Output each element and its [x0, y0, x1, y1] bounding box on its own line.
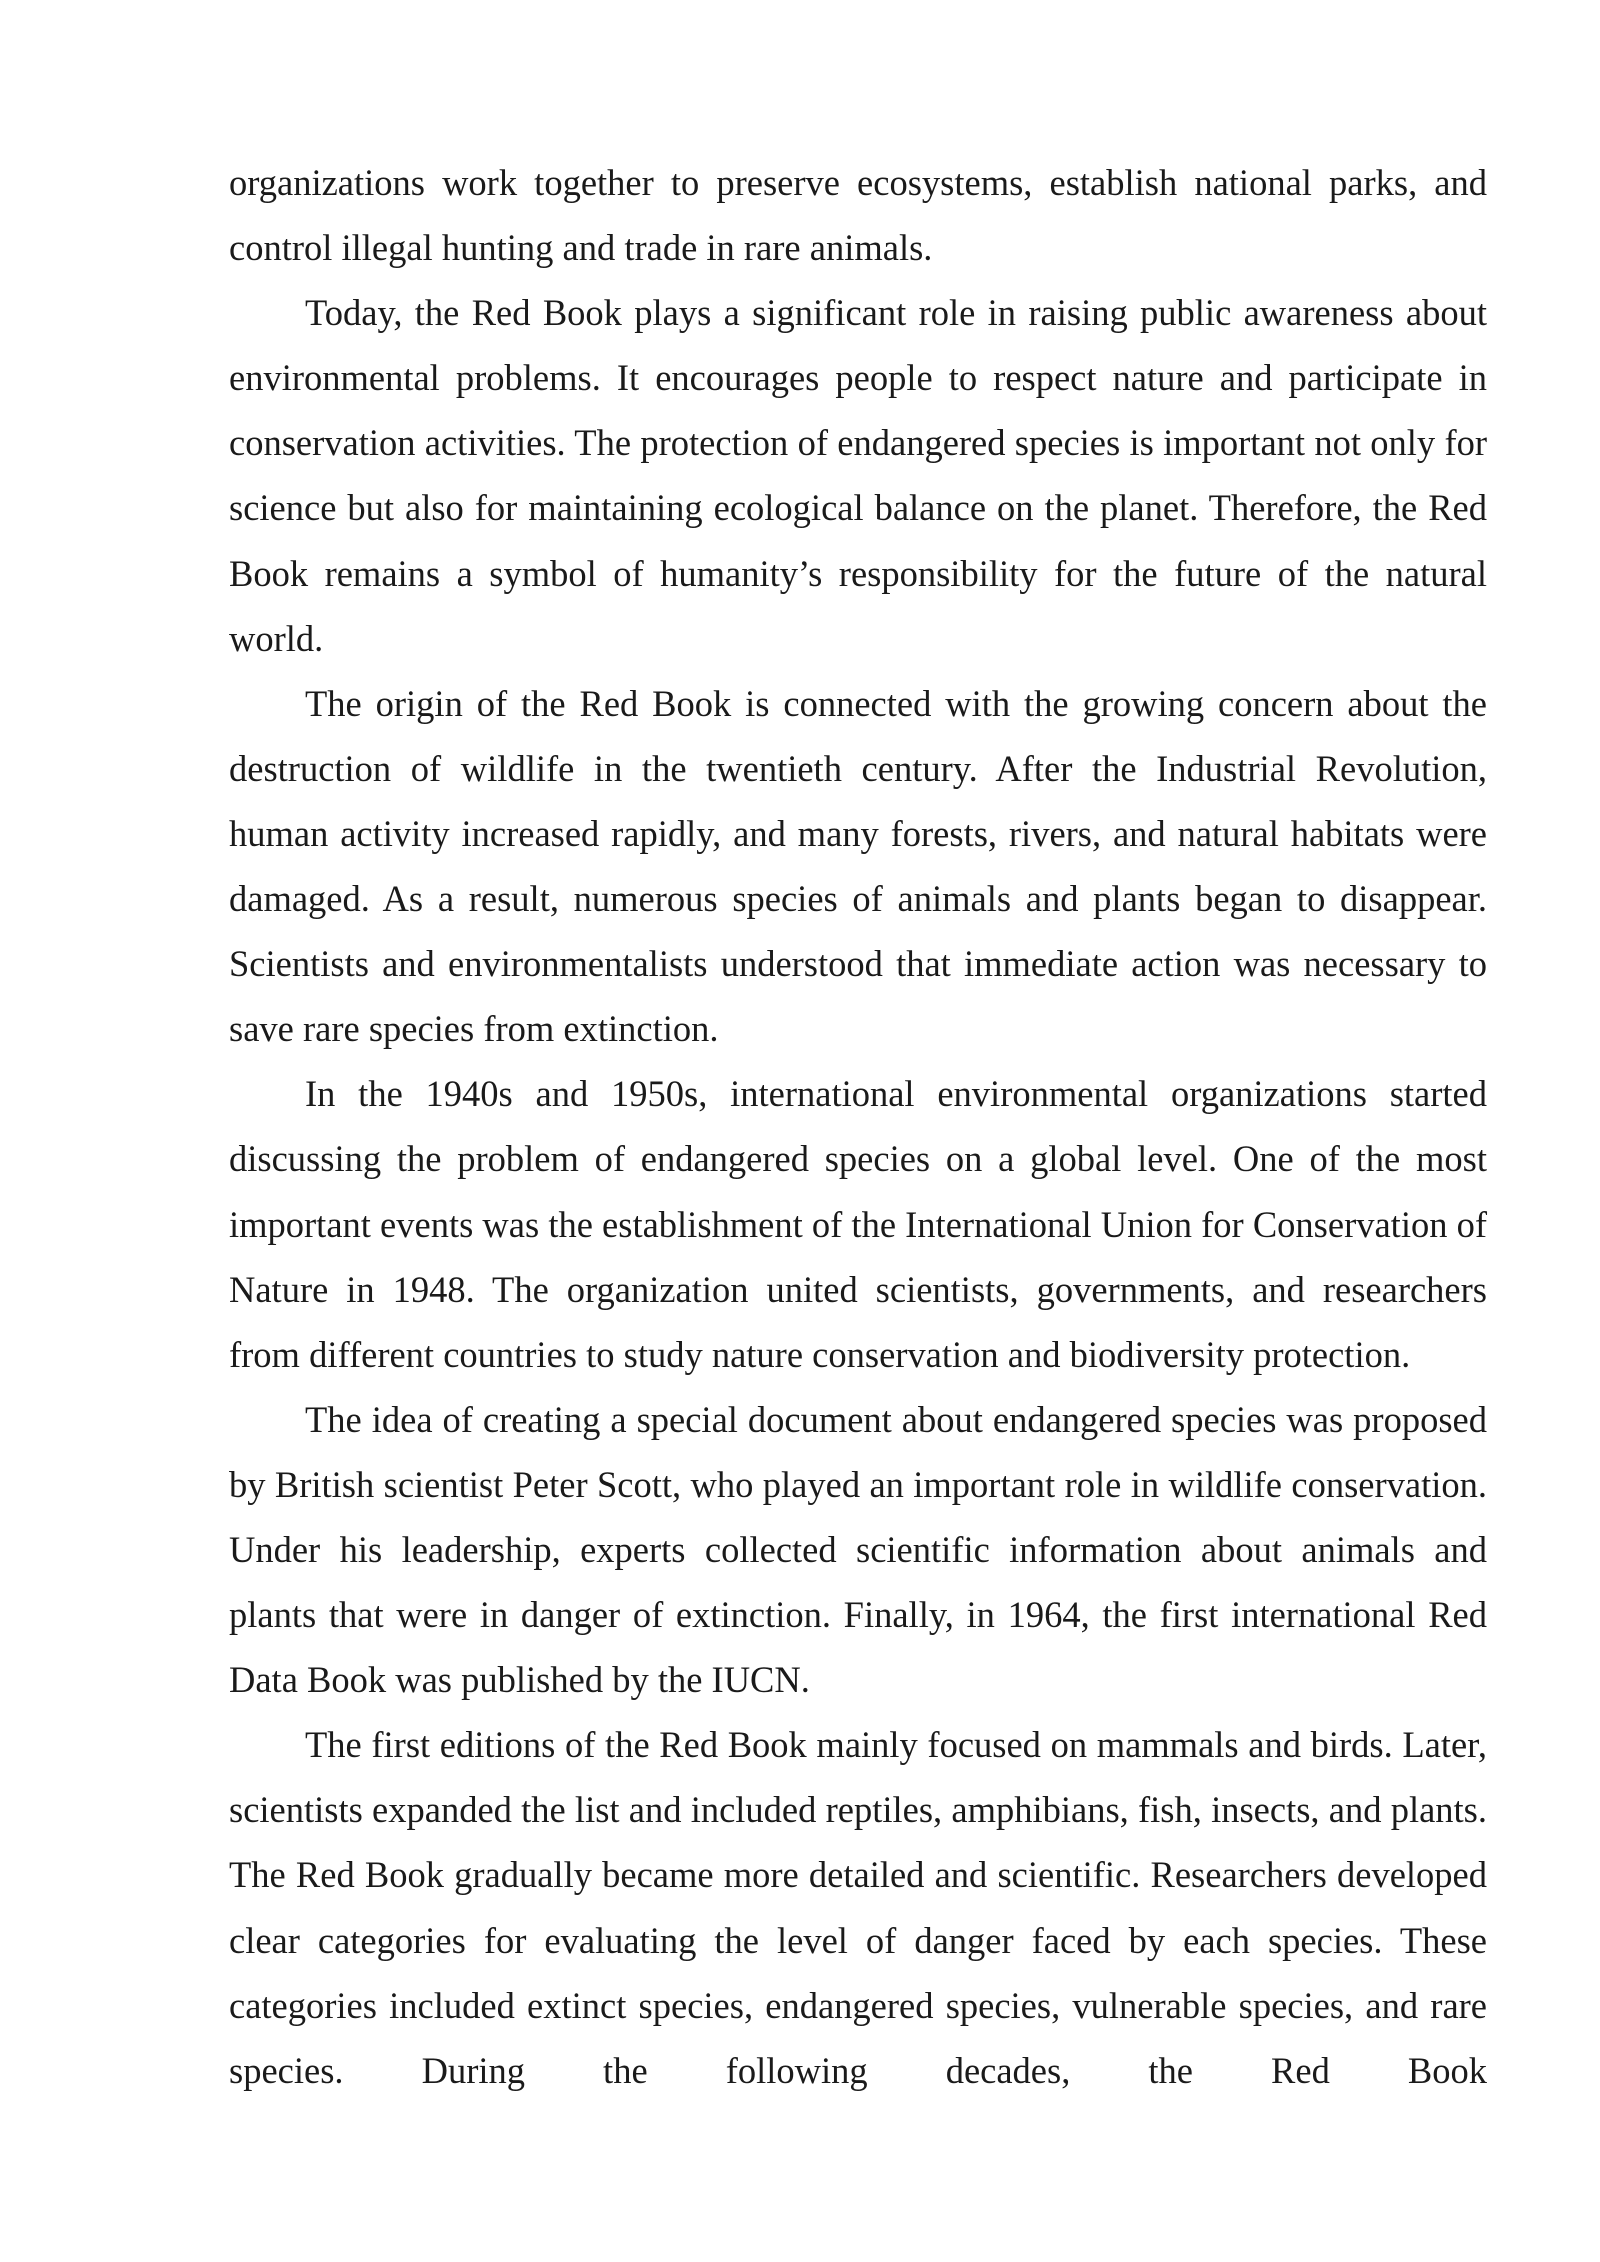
- paragraph-continuation: organizations work together to preserve ecosystems, establish national parks, and control illegal hunting and trade in rare animals.: [229, 162, 1487, 269]
- document-body: [229, 150, 1487, 2103]
- paragraph-peter-scott: The idea of creating a special document about endangered species was proposed by British scientist Peter Scott, who played an important role in wildlife conservation. Under his leadership, experts collected scientific information about animals and plants that were in danger of extinction. Finally, in 1964, the first international Red Data Book was published by the IUCN.: [229, 1398, 1487, 1701]
- paragraph-first-editions: The first editions of the Red Book mainly focused on mammals and birds. Later, scientists expanded the list and included reptiles, amphibians, fish, insects, and plants. The Red Book gradually became more detailed and scientific. Researchers developed clear categories for evaluating the level of danger faced by each species. These categories included extinct species, endangered species, vulnerable species, and rare species. During the following decades, the Red Book: [229, 1724, 1487, 2091]
- paragraph-iucn-establishment: In the 1940s and 1950s, international environmental organizations started discussing the problem of endangered species on a global level. One of the most important events was the establishment of the International Union for Conservation of Nature in 1948. The organization united scientists, governments, and researchers from different countries to study nature conservation and biodiversity protection.: [229, 1073, 1487, 1375]
- paragraph-red-book-origin: The origin of the Red Book is connected with the growing concern about the destruction of wildlife in the twentieth century. After the Industrial Revolution, human activity increased rapidly, and many forests, rivers, and natural habitats were damaged. As a result, numerous species of animals and plants began to disappear. Scientists and environmentalists understood that immediate action was necessary to save rare species from extinction.: [229, 682, 1487, 1050]
- paragraph-red-book-role: Today, the Red Book plays a significant role in raising public awareness about environmental problems. It encourages people to respect nature and participate in conservation activities. The protection of endangered species is important not only for science but also for maintaining ecological balance on the planet. Therefore, the Red Book remains a symbol of humanity’s responsibility for the future of the natural world.: [229, 292, 1487, 659]
